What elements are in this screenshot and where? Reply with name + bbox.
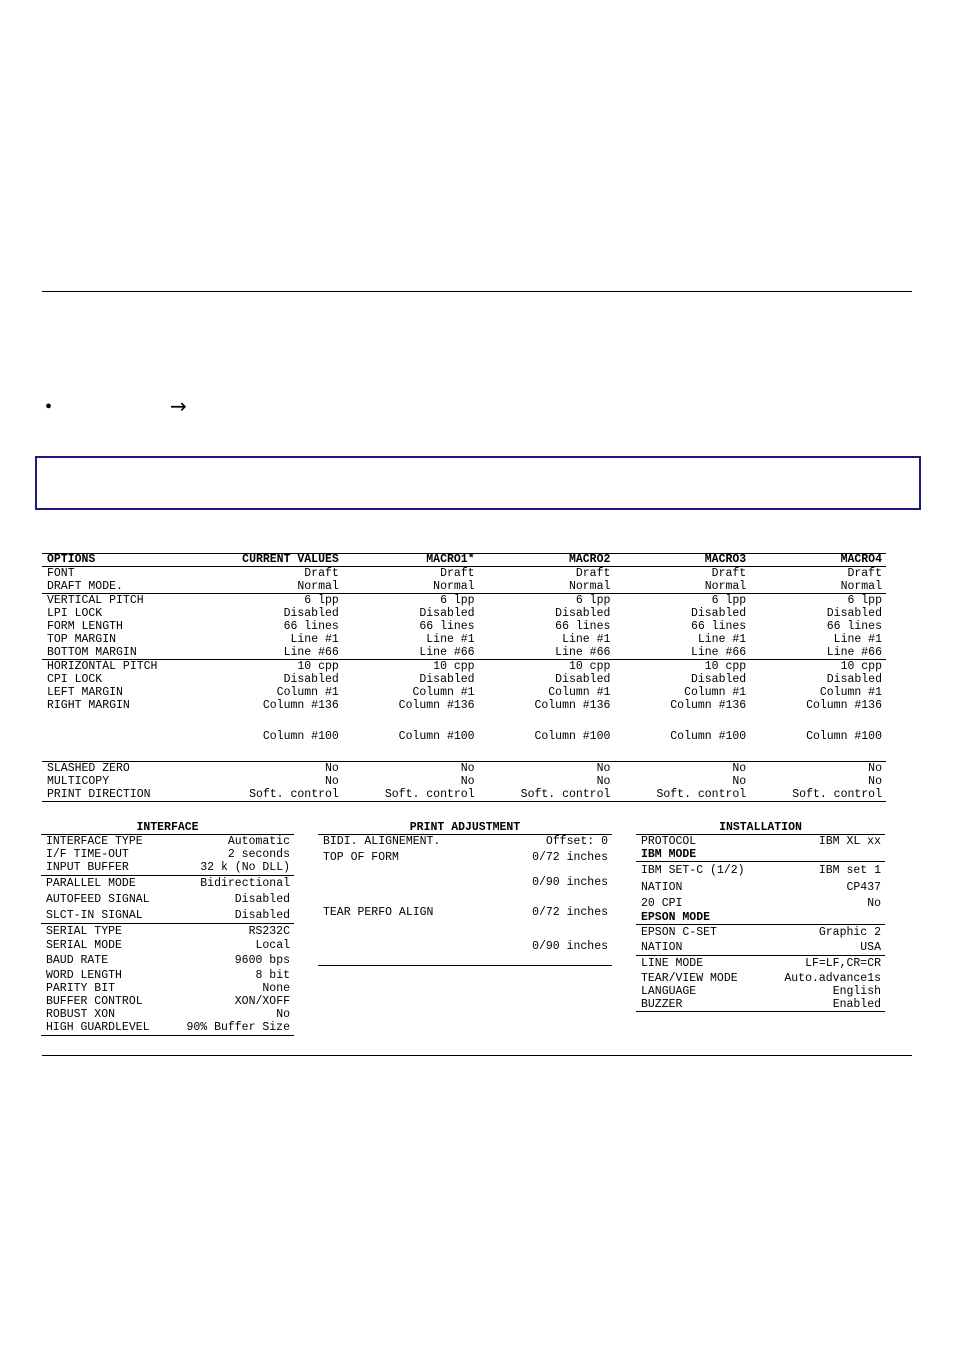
row-label: TEAR PERFO ALIGN [323,906,434,919]
row-label: LINE MODE [641,957,704,970]
table-cell: No [460,775,475,788]
row-value: Disabled [234,893,290,906]
row-label: TOP OF FORM [323,851,399,864]
table-cell: HORIZONTAL PITCH [47,660,158,673]
row-label: BUFFER CONTROL [46,995,143,1008]
table-cell: TOP MARGIN [47,633,117,646]
row-value: No [276,1008,290,1021]
table-row [42,761,886,775]
table-cell: No [868,762,882,775]
table-cell: Line #1 [290,633,339,646]
table-row [41,953,294,969]
table-row [42,567,886,580]
table-cell: VERTICAL PITCH [47,594,144,607]
table-row [42,775,886,788]
table-cell: No [596,762,611,775]
table-cell: Line #66 [555,646,611,659]
row-label: BIDI. ALIGNEMENT. [323,835,441,848]
table-cell: 66 lines [690,620,747,633]
row-label: SERIAL MODE [46,939,122,952]
table-cell: Soft. control [520,788,611,801]
row-value: 0/72 inches [532,851,608,864]
row-value: IBM set 1 [818,864,881,877]
table-cell: Normal [704,580,747,593]
row-label: LANGUAGE [641,985,697,998]
row-label: INTERFACE TYPE [46,835,143,848]
table-cell: 66 lines [419,620,475,633]
table-header-row [42,553,886,567]
table-cell: No [596,775,611,788]
row-label: AUTOFEED SIGNAL [46,893,150,906]
table-cell: 66 lines [555,620,611,633]
table-cell: FORM LENGTH [47,620,123,633]
table-cell: Draft [304,567,339,580]
interface-table [41,821,294,1036]
table-cell: Normal [568,580,611,593]
table-row [41,939,294,953]
table-cell: Line #66 [283,646,339,659]
table-cell: 66 lines [283,620,339,633]
table-cell: Line #1 [426,633,475,646]
table-cell: 6 lpp [711,594,747,607]
spacer [42,712,886,730]
row-label: IBM MODE [641,848,697,861]
row-value: XON/XOFF [234,995,290,1008]
table-row [42,673,886,686]
row-label: 20 CPI [641,897,683,910]
row-value: 2 seconds [227,848,290,861]
table-row [41,924,294,939]
table-row [41,1021,294,1036]
bullet-mark: • [45,396,53,418]
table-cell: Disabled [419,673,475,686]
right-arrow-icon: → [170,394,187,418]
table-cell: Column #136 [806,699,882,712]
table-cell: Column #100 [398,730,475,743]
header-cell: MACRO1* [426,553,475,566]
row-value: Bidirectional [200,877,290,890]
row-label: WORD LENGTH [46,969,122,982]
row-value: None [262,982,290,995]
table-cell: Column #100 [262,730,339,743]
table-row [42,607,886,620]
table-row [318,898,612,928]
header-cell: MACRO3 [704,553,747,566]
table-cell: SLASHED ZERO [47,762,130,775]
table-cell [42,730,207,743]
table-cell: Normal [433,580,475,593]
row-label: PARALLEL MODE [46,877,136,890]
table-cell: Draft [575,567,611,580]
spacer [42,743,886,761]
table-cell: Draft [440,567,475,580]
table-row [636,911,885,925]
table-row [42,659,886,673]
table-cell: 6 lpp [304,594,339,607]
table-cell: Column #136 [534,699,611,712]
row-label: SERIAL TYPE [46,925,122,938]
row-value: Automatic [227,835,290,848]
table-row [42,686,886,699]
table-cell: Disabled [283,673,339,686]
table-cell: Line #66 [419,646,475,659]
row-value: CP437 [846,881,881,894]
table-row [41,1008,294,1021]
table-cell: Column #1 [548,686,611,699]
table-row [636,896,885,911]
table-cell: Disabled [283,607,339,620]
row-value: Enabled [832,998,881,1011]
table-row [42,699,886,712]
table-row [636,848,885,862]
table-row [636,941,885,956]
table-cell: Column #136 [670,699,747,712]
table-cell: Soft. control [656,788,747,801]
table-cell: Column #100 [534,730,611,743]
table-cell: Column #1 [412,686,475,699]
table-cell: 10 cpp [433,660,475,673]
print-adjustment-table [318,821,612,966]
row-value: Graphic 2 [818,926,881,939]
row-label: INPUT BUFFER [46,861,129,874]
header-cell: OPTIONS [47,553,96,566]
table-row [42,788,886,802]
row-value: Auto.advance1s [784,972,881,985]
row-value: 9600 bps [234,954,290,967]
table-title: INTERFACE [41,821,294,835]
table-cell: LEFT MARGIN [47,686,123,699]
table-cell: Column #100 [806,730,882,743]
table-row [41,861,294,876]
row-label: I/F TIME-OUT [46,848,129,861]
table-row [636,972,885,985]
table-row [318,848,612,868]
table-row [42,730,886,743]
table-title: PRINT ADJUSTMENT [318,821,612,835]
table-row [41,969,294,982]
row-label: SLCT-IN SIGNAL [46,909,143,922]
table-row [636,985,885,998]
table-row [41,876,294,892]
table-cell: Disabled [555,607,611,620]
row-label: IBM SET-C (1/2) [641,864,745,877]
row-value: 0/90 inches [532,940,608,953]
table-cell: Disabled [555,673,611,686]
table-row [636,835,885,848]
row-value: 8 bit [255,969,290,982]
table-cell: Disabled [690,673,747,686]
table-cell: 10 cpp [568,660,611,673]
row-value: IBM XL xx [818,835,881,848]
table-cell: Disabled [826,607,882,620]
table-row [41,995,294,1008]
table-cell: 10 cpp [704,660,747,673]
table-row [636,862,885,880]
table-cell: 6 lpp [575,594,611,607]
table-row [41,982,294,995]
table-cell: Column #100 [670,730,747,743]
row-value: English [832,985,881,998]
table-cell: 6 lpp [440,594,475,607]
table-cell: Column #136 [262,699,339,712]
row-value: Local [255,939,290,952]
row-value: 0/90 inches [532,876,608,889]
top-divider [42,291,912,292]
table-cell: 10 cpp [297,660,339,673]
table-cell: PRINT DIRECTION [47,788,151,801]
table-row [42,580,886,593]
row-label: PARITY BIT [46,982,116,995]
row-value: Disabled [234,909,290,922]
table-cell: LPI LOCK [47,607,103,620]
table-cell: No [868,775,882,788]
table-row [42,633,886,646]
table-row [318,868,612,898]
table-cell: No [732,775,747,788]
table-row [318,928,612,966]
row-label: NATION [641,881,683,894]
table-title: INSTALLATION [636,821,885,835]
table-cell: No [324,762,339,775]
row-value: LF=LF,CR=CR [805,957,881,970]
row-value: Offset: 0 [545,835,608,848]
macro-settings-table [42,553,886,802]
table-row [42,593,886,607]
table-cell: Soft. control [249,788,339,801]
row-value: RS232C [248,925,290,938]
table-cell: Draft [711,567,747,580]
row-value: No [867,897,881,910]
note-box [35,456,921,510]
table-row [42,620,886,633]
table-cell: Column #136 [398,699,475,712]
table-cell: Soft. control [792,788,882,801]
table-row [42,646,886,659]
header-cell: MACRO4 [840,553,882,566]
row-label: NATION [641,941,683,954]
table-row [636,880,885,896]
row-label: TEAR/VIEW MODE [641,972,738,985]
table-cell: Normal [297,580,339,593]
table-cell: Line #1 [697,633,747,646]
header-cell: MACRO2 [568,553,611,566]
row-value: 0/72 inches [532,906,608,919]
table-cell: DRAFT MODE. [47,580,123,593]
table-cell: RIGHT MARGIN [47,699,130,712]
row-label: EPSON C-SET [641,926,717,939]
row-value: USA [860,941,881,954]
table-row [41,908,294,924]
table-cell: Disabled [826,673,882,686]
table-cell: Normal [840,580,882,593]
installation-table [636,821,885,1012]
table-cell: Column #1 [684,686,747,699]
table-row [636,998,885,1012]
row-label: EPSON MODE [641,911,711,924]
row-value: 90% Buffer Size [186,1021,290,1034]
header-cell: CURRENT VALUES [242,553,339,566]
table-cell: Column #1 [276,686,339,699]
table-cell: No [460,762,475,775]
table-cell: 6 lpp [847,594,882,607]
row-label: PROTOCOL [641,835,697,848]
table-cell: MULTICOPY [47,775,110,788]
table-cell: No [732,762,747,775]
table-cell: Draft [847,567,882,580]
table-cell: CPI LOCK [47,673,103,686]
table-row [636,956,885,972]
table-row [318,835,612,848]
table-cell: Soft. control [384,788,475,801]
row-label: HIGH GUARDLEVEL [46,1021,150,1034]
row-label: BAUD RATE [46,954,109,967]
table-cell: Column #1 [819,686,882,699]
table-cell: Line #1 [833,633,882,646]
row-value: 32 k (No DLL) [200,861,290,874]
table-row [41,835,294,848]
table-cell: 66 lines [826,620,882,633]
table-cell: BOTTOM MARGIN [47,646,137,659]
table-cell: Line #66 [826,646,882,659]
table-cell: 10 cpp [840,660,882,673]
table-cell: Line #66 [690,646,747,659]
table-cell: Disabled [419,607,475,620]
table-cell: Line #1 [562,633,611,646]
table-cell: FONT [47,567,75,580]
table-row [41,848,294,861]
table-cell: Disabled [690,607,747,620]
table-row [41,892,294,908]
row-label: ROBUST XON [46,1008,116,1021]
row-label: BUZZER [641,998,683,1011]
bottom-divider [42,1055,912,1056]
table-row [636,925,885,941]
table-cell: No [324,775,339,788]
